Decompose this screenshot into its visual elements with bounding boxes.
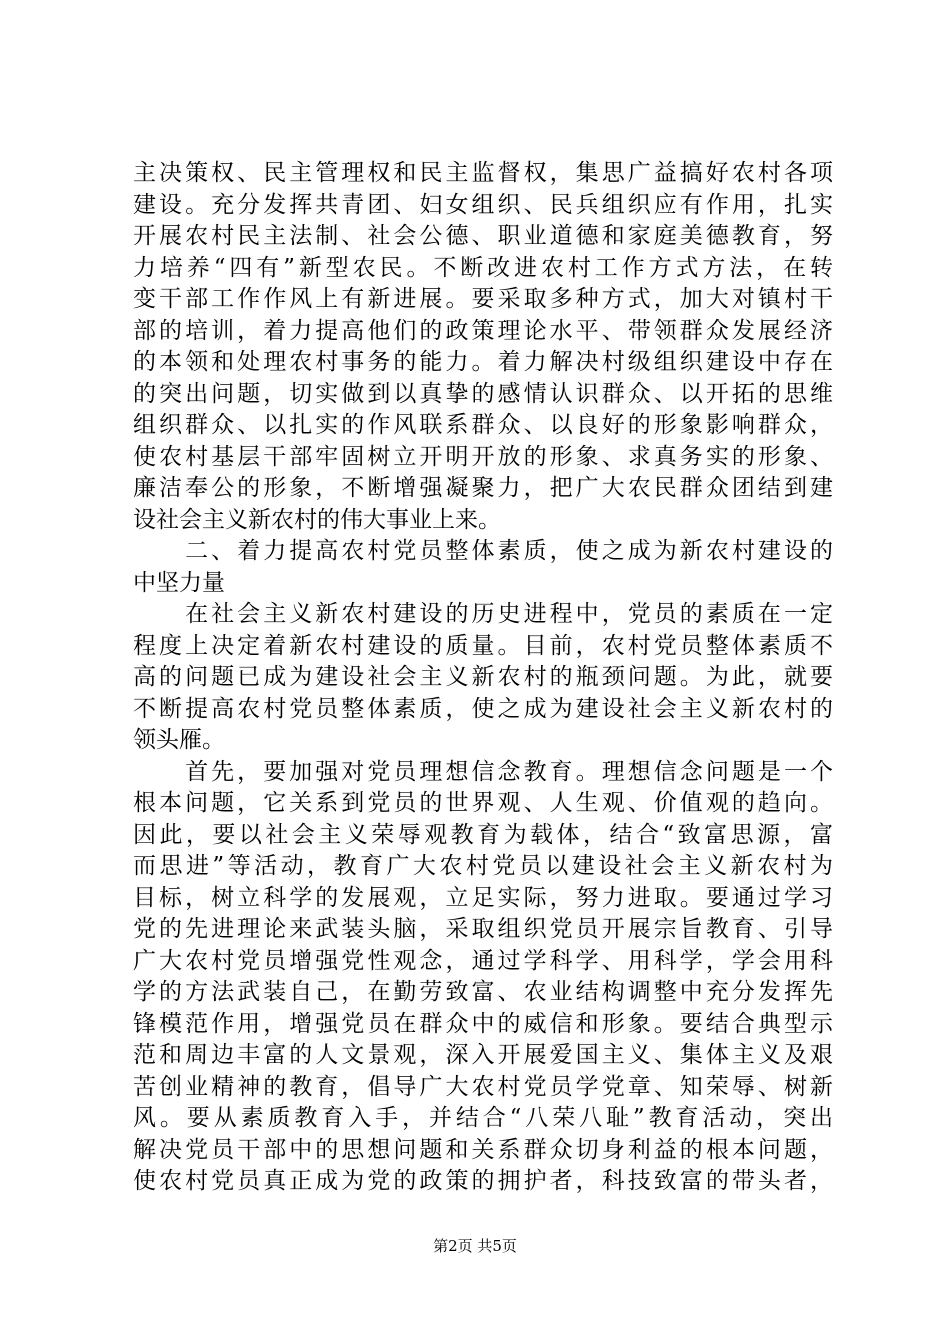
text-line: 苦创业精神的教育，倡导广大农村党员学党章、知荣辱、树新 bbox=[133, 1073, 833, 1100]
text-line: 目标，树立科学的发展观，立足实际，努力进取。要通过学习 bbox=[133, 884, 833, 911]
text-line: 使农村基层干部牢固树立开明开放的形象、求真务实的形象、 bbox=[133, 443, 833, 470]
text-line: 在社会主义新农村建设的历史进程中，党员的素质在一定 bbox=[133, 601, 833, 627]
text-line: 设社会主义新农村的伟大事业上来。 bbox=[133, 506, 501, 533]
body-text bbox=[133, 158, 833, 1198]
text-line: 高的问题已成为建设社会主义新农村的瓶颈问题。为此，就要 bbox=[133, 664, 833, 690]
text-line: 广大农村党员增强党性观念，通过学科学、用科学，学会用科 bbox=[133, 947, 833, 974]
text-line: 学的方法武装自己，在勤劳致富、农业结构调整中充分发挥先 bbox=[133, 979, 833, 1005]
text-line: 风。要从素质教育入手，并结合“八荣八耻”教育活动，突出 bbox=[133, 1105, 833, 1131]
text-line: 的突出问题，切实做到以真挚的感情认识群众、以开拓的思维 bbox=[133, 380, 833, 407]
text-line: 范和周边丰富的人文景观，深入开展爱国主义、集体主义及艰 bbox=[133, 1042, 833, 1068]
text-line: 组织群众、以扎实的作风联系群众、以良好的形象影响群众， bbox=[133, 412, 833, 438]
text-line: 变干部工作作风上有新进展。要采取多种方式，加大对镇村干 bbox=[133, 286, 833, 312]
page-footer: 第2页 共5页 bbox=[433, 1237, 517, 1255]
text-line: 使农村党员真正成为党的政策的拥护者，科技致富的带头者， bbox=[133, 1168, 833, 1194]
text-line: 部的培训，着力提高他们的政策理论水平、带领群众发展经济 bbox=[133, 317, 833, 344]
text-line: 锋模范作用，增强党员在群众中的威信和形象。要结合典型示 bbox=[133, 1010, 833, 1037]
text-line: 解决党员干部中的思想问题和关系群众切身利益的根本问题， bbox=[133, 1136, 833, 1163]
text-line: 主决策权、民主管理权和民主监督权，集思广益搞好农村各项 bbox=[133, 160, 833, 186]
text-line: 领头雁。 bbox=[133, 727, 225, 753]
text-line: 开展农村民主法制、社会公德、职业道德和家庭美德教育，努 bbox=[133, 223, 833, 249]
text-line: 不断提高农村党员整体素质，使之成为建设社会主义新农村的 bbox=[133, 695, 833, 722]
text-line: 建设。充分发挥共青团、妇女组织、民兵组织应有作用，扎实 bbox=[133, 191, 833, 218]
text-line: 首先，要加强对党员理想信念教育。理想信念问题是一个 bbox=[133, 758, 833, 785]
text-line: 而思进”等活动，教育广大农村党员以建设社会主义新农村为 bbox=[133, 853, 833, 879]
text-line: 廉洁奉公的形象，不断增强凝聚力，把广大农民群众团结到建 bbox=[133, 475, 833, 501]
text-line: 的本领和处理农村事务的能力。着力解决村级组织建设中存在 bbox=[133, 349, 833, 375]
text-line: 因此，要以社会主义荣辱观教育为载体，结合“致富思源，富 bbox=[133, 821, 833, 848]
text-line: 程度上决定着新农村建设的质量。目前，农村党员整体素质不 bbox=[133, 632, 833, 659]
text-line: 根本问题，它关系到党员的世界观、人生观、价值观的趋向。 bbox=[133, 790, 833, 816]
section-heading-line: 中坚力量 bbox=[133, 569, 225, 596]
text-line: 党的先进理论来武装头脑，采取组织党员开展宗旨教育、引导 bbox=[133, 916, 833, 942]
text-line: 力培养“四有”新型农民。不断改进农村工作方式方法，在转 bbox=[133, 254, 833, 281]
section-heading-line: 二、着力提高农村党员整体素质，使之成为新农村建设的 bbox=[133, 538, 833, 564]
